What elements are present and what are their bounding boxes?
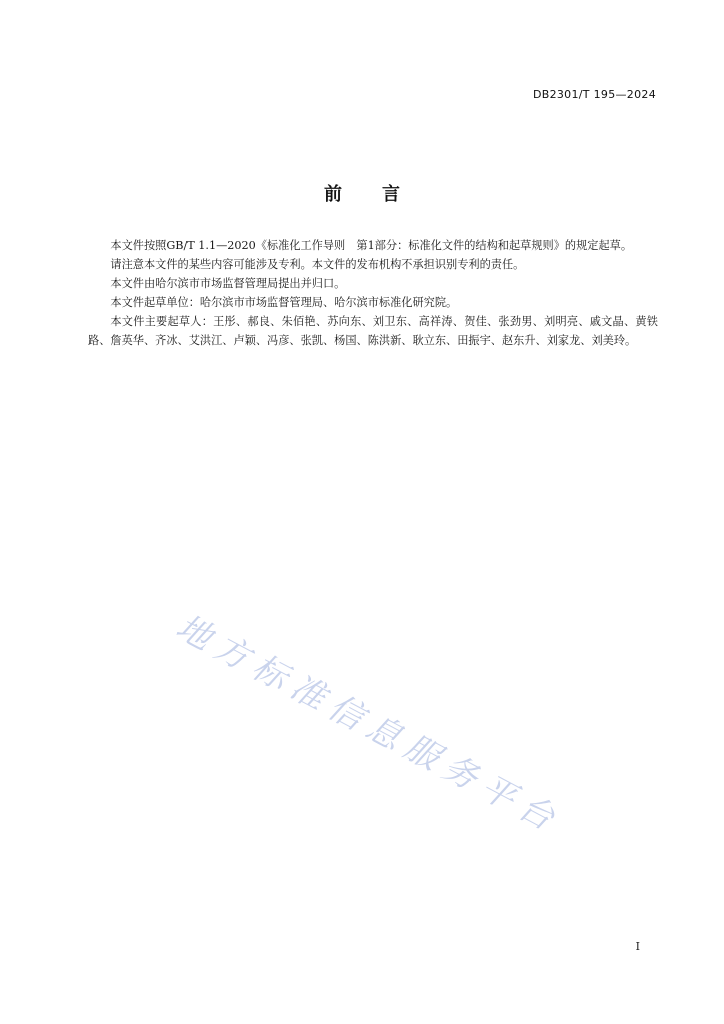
watermark-char: 务	[435, 747, 485, 799]
page-title: 前言	[324, 184, 440, 205]
paragraph-patent-notice: 请注意本文件的某些内容可能涉及专利。本文件的发布机构不承担识别专利的责任。	[110, 258, 525, 271]
page-number: I	[635, 940, 640, 953]
watermark	[169, 600, 620, 860]
paragraph-drafters: 本文件主要起草人：王彤、郝良、朱佰艳、苏向东、刘卫东、高祥涛、贺佳、张劲男、刘明亮、戚文晶、黄铁路、詹英华、齐冰、艾洪江、卢颖、冯彦、张凯、杨国、陈洪新、耿立东、田振宇、赵东升、刘家龙、刘美玲。	[88, 315, 658, 347]
watermark-char: 标	[245, 647, 295, 699]
watermark-char: 地	[169, 607, 219, 659]
paragraph-drafting-units: 本文件起草单位：哈尔滨市市场监督管理局、哈尔滨市标准化研究院。	[110, 296, 458, 309]
paragraph-drafting-rules: 本文件按照GB/T 1.1—2020《标准化工作导则 第1部分：标准化文件的结构和起草规则》的规定起草。	[110, 239, 633, 252]
watermark-char: 台	[511, 787, 561, 839]
watermark-char: 平	[473, 767, 523, 819]
watermark-char: 准	[283, 667, 333, 719]
watermark-char: 信	[321, 687, 371, 739]
watermark-char: 服	[397, 727, 447, 779]
watermark-char: 息	[359, 707, 409, 759]
document-code: DB2301/T 195—2024	[532, 88, 656, 101]
paragraph-proposer: 本文件由哈尔滨市市场监督管理局提出并归口。	[110, 277, 346, 290]
foreword-body	[88, 236, 658, 350]
watermark-char: 方	[207, 627, 257, 679]
